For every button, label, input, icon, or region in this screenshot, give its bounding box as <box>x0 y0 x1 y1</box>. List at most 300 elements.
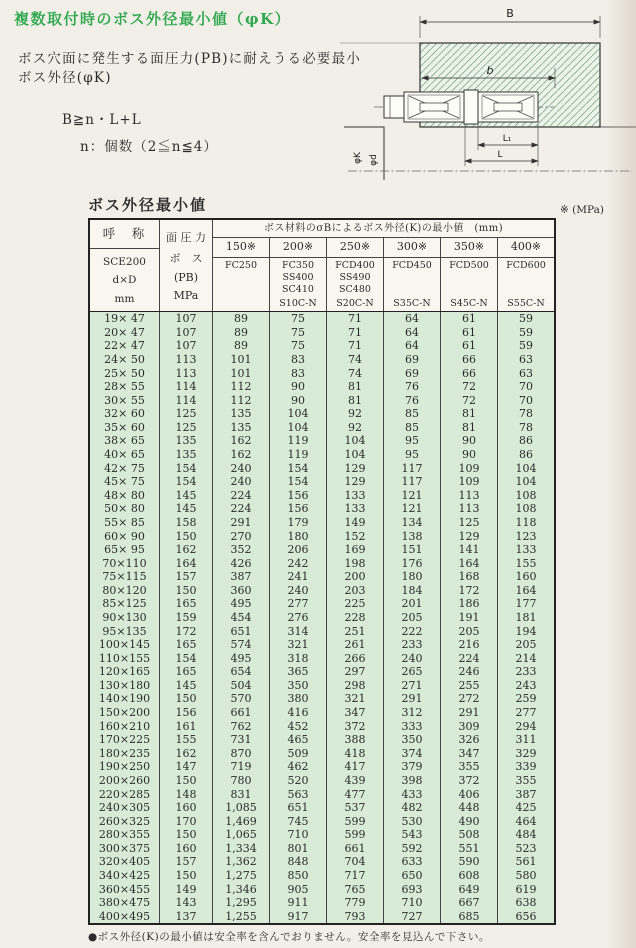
table-row <box>90 624 554 638</box>
material-name: FC350 <box>282 260 314 271</box>
value-cell: 104 <box>270 407 327 421</box>
value-cell: 259 <box>515 692 537 706</box>
value-cell: 138 <box>384 529 441 543</box>
value-cell: 240 <box>213 461 270 475</box>
value-cell: 156 <box>160 706 213 720</box>
size-cell: 340×425 <box>90 869 160 883</box>
value-cell: 113 <box>441 489 498 503</box>
value-cell: 495 <box>213 597 270 611</box>
value-cell: 165 <box>160 638 213 652</box>
value-cell: 477 <box>327 787 384 801</box>
size-cell: 48× 80 <box>90 489 160 503</box>
size-cell: 20× 47 <box>90 326 160 340</box>
value-cell: 243 <box>515 678 537 692</box>
material-name: SC480 <box>339 283 371 295</box>
value-cell: 272 <box>441 692 498 706</box>
value-cell: 85 <box>384 407 441 421</box>
value-cell: 95 <box>384 434 441 448</box>
value-cell: 312 <box>384 706 441 720</box>
value-cell: 654 <box>213 665 270 679</box>
value-cell: 917 <box>270 909 327 923</box>
value-cell: 150 <box>160 869 213 883</box>
value-cell: 1,275 <box>213 869 270 883</box>
value-cell: 214 <box>515 651 537 665</box>
table-header <box>90 220 554 312</box>
dim-label-phiK: φK <box>353 152 363 164</box>
table-row <box>90 516 554 530</box>
value-cell: 59 <box>519 312 533 326</box>
value-cell: 162 <box>160 747 213 761</box>
value-cell: 661 <box>327 842 384 856</box>
unit-note: ※ (MPa) <box>560 204 604 216</box>
value-cell: 321 <box>327 692 384 706</box>
header-name-sub: SCE200 d×D mm <box>103 255 146 305</box>
value-cell: 426 <box>213 556 270 570</box>
value-cell: 350 <box>384 733 441 747</box>
value-cell: 251 <box>327 624 384 638</box>
spacer <box>464 90 478 124</box>
table-row <box>90 719 554 733</box>
size-cell: 380×475 <box>90 896 160 910</box>
strength-header: 250※ <box>327 238 384 257</box>
value-cell: 298 <box>327 679 384 693</box>
value-cell: 418 <box>327 747 384 761</box>
value-cell: 333 <box>384 719 441 733</box>
value-cell: 63 <box>519 366 533 380</box>
size-cell: 42× 75 <box>90 461 160 475</box>
dim-label-b: b <box>486 64 494 77</box>
table-row <box>90 665 554 679</box>
material-name: S55C-N <box>507 298 545 310</box>
value-cell: 1,469 <box>213 814 270 828</box>
value-cell: 117 <box>384 475 441 489</box>
value-cell: 63 <box>519 353 533 367</box>
size-cell: 180×235 <box>90 747 160 761</box>
value-cell: 294 <box>515 719 537 733</box>
value-cell: 246 <box>441 665 498 679</box>
value-cell: 123 <box>515 529 537 543</box>
value-cell: 339 <box>515 760 537 774</box>
value-cell: 347 <box>327 706 384 720</box>
value-cell: 484 <box>515 828 537 842</box>
value-cell: 203 <box>327 584 384 598</box>
value-cell: 69 <box>384 353 441 367</box>
value-cell: 114 <box>160 380 213 394</box>
value-cell: 162 <box>213 448 270 462</box>
table-row <box>90 502 554 516</box>
value-cell: 90 <box>270 380 327 394</box>
formula-block <box>62 108 218 155</box>
value-cell: 160 <box>160 801 213 815</box>
size-cell: 24× 50 <box>90 353 160 367</box>
value-cell: 1,295 <box>213 896 270 910</box>
value-cell: 201 <box>384 597 441 611</box>
size-cell: 32× 60 <box>90 407 160 421</box>
value-cell: 107 <box>160 339 213 353</box>
size-cell: 320×405 <box>90 855 160 869</box>
value-cell: 180 <box>270 529 327 543</box>
strength-header: 350※ <box>441 238 498 257</box>
value-cell: 108 <box>515 488 537 502</box>
value-cell: 649 <box>441 882 498 896</box>
value-cell: 164 <box>160 556 213 570</box>
value-cell: 129 <box>441 529 498 543</box>
value-cell: 154 <box>270 461 327 475</box>
value-cell: 143 <box>160 896 213 910</box>
value-cell: 793 <box>327 909 384 923</box>
value-cell: 71 <box>327 339 384 353</box>
value-cell: 543 <box>384 828 441 842</box>
value-cell: 350 <box>270 679 327 693</box>
material-cell <box>498 258 554 311</box>
value-cell: 81 <box>327 380 384 394</box>
value-cell: 135 <box>160 448 213 462</box>
value-cell: 233 <box>384 638 441 652</box>
bolt-head <box>384 96 404 118</box>
value-cell: 125 <box>160 421 213 435</box>
table-row <box>90 882 554 896</box>
value-cell: 374 <box>384 747 441 761</box>
value-cell: 90 <box>441 448 498 462</box>
material-name: FCD600 <box>506 260 546 271</box>
table-row <box>90 828 554 842</box>
table-row <box>90 869 554 883</box>
value-cell: 121 <box>384 502 441 516</box>
value-cell: 241 <box>270 570 327 584</box>
value-cell: 314 <box>270 624 327 638</box>
value-cell: 224 <box>441 651 498 665</box>
value-cell: 165 <box>160 597 213 611</box>
value-cell: 719 <box>213 760 270 774</box>
value-cell: 779 <box>327 896 384 910</box>
value-cell: 380 <box>270 692 327 706</box>
formula: B≧n・L+L <box>62 112 142 128</box>
value-cell: 464 <box>515 814 537 828</box>
value-cell: 561 <box>515 855 537 869</box>
value-cell: 66 <box>441 353 498 367</box>
value-cell: 848 <box>270 855 327 869</box>
header-name: 呼 称 <box>90 220 159 249</box>
material-cell <box>327 258 384 311</box>
strength-header: 300※ <box>384 238 441 257</box>
size-cell: 90×130 <box>90 611 160 625</box>
value-cell: 72 <box>441 393 498 407</box>
value-cell: 551 <box>441 842 498 856</box>
value-cell: 765 <box>327 882 384 896</box>
value-cell: 490 <box>441 814 498 828</box>
value-cell: 563 <box>270 787 327 801</box>
value-cell: 745 <box>270 814 327 828</box>
value-cell: 75 <box>270 312 327 326</box>
value-cell: 104 <box>327 434 384 448</box>
header-name-column <box>90 220 160 311</box>
size-cell: 360×455 <box>90 882 160 896</box>
size-cell: 35× 60 <box>90 421 160 435</box>
page-title: 複数取付時のボス外径最小値（φK） <box>14 10 292 28</box>
table-row <box>90 597 554 611</box>
value-cell: 117 <box>384 461 441 475</box>
value-cell: 388 <box>327 733 384 747</box>
value-cell: 225 <box>327 597 384 611</box>
value-cell: 81 <box>327 393 384 407</box>
value-cell: 462 <box>270 760 327 774</box>
intro-text <box>18 50 361 88</box>
value-cell: 150 <box>160 774 213 788</box>
boss-diameter-table <box>88 218 556 925</box>
value-cell: 170 <box>160 814 213 828</box>
table-row <box>90 380 554 394</box>
value-cell: 64 <box>384 326 441 340</box>
value-cell: 78 <box>519 407 533 421</box>
value-cell: 638 <box>515 896 537 910</box>
value-cell: 157 <box>160 855 213 869</box>
size-cell: 65× 95 <box>90 543 160 557</box>
value-cell: 161 <box>160 719 213 733</box>
value-cell: 134 <box>384 516 441 530</box>
value-cell: 129 <box>327 475 384 489</box>
value-cell: 104 <box>327 448 384 462</box>
value-cell: 717 <box>327 869 384 883</box>
value-cell: 574 <box>213 638 270 652</box>
value-cell: 164 <box>441 556 498 570</box>
value-cell: 155 <box>515 556 537 570</box>
value-cell: 169 <box>327 543 384 557</box>
value-cell: 118 <box>515 515 537 529</box>
value-cell: 179 <box>270 516 327 530</box>
table-row <box>90 543 554 557</box>
value-cell: 905 <box>270 882 327 896</box>
value-cell: 261 <box>327 638 384 652</box>
value-cell: 710 <box>270 828 327 842</box>
material-name: FCD400 <box>335 260 375 271</box>
value-cell: 608 <box>441 869 498 883</box>
value-cell: 495 <box>213 651 270 665</box>
value-cell: 81 <box>441 407 498 421</box>
value-cell: 156 <box>270 502 327 516</box>
value-cell: 89 <box>213 312 270 326</box>
value-cell: 133 <box>327 502 384 516</box>
value-cell: 266 <box>327 651 384 665</box>
value-cell: 704 <box>327 855 384 869</box>
value-cell: 710 <box>384 896 441 910</box>
value-cell: 109 <box>441 475 498 489</box>
value-cell: 599 <box>327 814 384 828</box>
size-cell: 140×190 <box>90 692 160 706</box>
value-cell: 70 <box>519 393 533 407</box>
size-cell: 30× 55 <box>90 393 160 407</box>
value-cell: 133 <box>327 489 384 503</box>
value-cell: 109 <box>441 461 498 475</box>
value-cell: 71 <box>327 326 384 340</box>
value-cell: 1,065 <box>213 828 270 842</box>
value-cell: 92 <box>327 407 384 421</box>
value-cell: 186 <box>441 597 498 611</box>
table-row <box>90 556 554 570</box>
table-row <box>90 489 554 503</box>
value-cell: 112 <box>213 380 270 394</box>
value-cell: 181 <box>515 611 537 624</box>
value-cell: 297 <box>327 665 384 679</box>
value-cell: 520 <box>270 774 327 788</box>
size-cell: 95×135 <box>90 624 160 638</box>
value-cell: 95 <box>384 448 441 462</box>
value-cell: 233 <box>515 665 537 679</box>
value-cell: 104 <box>270 421 327 435</box>
material-name: FCD450 <box>392 260 432 271</box>
value-cell: 108 <box>515 502 537 516</box>
value-cell: 64 <box>384 312 441 326</box>
material-cell <box>441 258 498 311</box>
value-cell: 59 <box>519 339 533 353</box>
value-cell: 162 <box>160 543 213 557</box>
value-cell: 154 <box>160 651 213 665</box>
value-cell: 159 <box>160 611 213 625</box>
value-cell: 1,255 <box>213 909 270 923</box>
material-name: S35C-N <box>393 298 431 310</box>
value-cell: 509 <box>270 747 327 761</box>
dim-label-phid: φd <box>369 154 379 166</box>
value-cell: 329 <box>515 746 537 760</box>
table-row <box>90 326 554 340</box>
size-cell: 45× 75 <box>90 475 160 489</box>
value-cell: 228 <box>327 611 384 625</box>
value-cell: 156 <box>270 489 327 503</box>
size-cell: 38× 65 <box>90 434 160 448</box>
header-span: ボス材料のσBによるボス外径(K)の最小値 (mm) <box>213 220 554 238</box>
value-cell: 145 <box>160 489 213 503</box>
size-cell: 55× 85 <box>90 516 160 530</box>
table-row <box>90 570 554 584</box>
value-cell: 75 <box>270 339 327 353</box>
value-cell: 125 <box>160 407 213 421</box>
material-cell <box>384 258 441 311</box>
value-cell: 150 <box>160 828 213 842</box>
value-cell: 184 <box>384 584 441 598</box>
value-cell: 135 <box>213 421 270 435</box>
value-cell: 439 <box>327 774 384 788</box>
size-cell: 300×375 <box>90 842 160 856</box>
value-cell: 1,085 <box>213 801 270 815</box>
value-cell: 727 <box>384 909 441 923</box>
value-cell: 90 <box>270 393 327 407</box>
value-cell: 619 <box>515 882 537 896</box>
value-cell: 149 <box>327 516 384 530</box>
value-cell: 651 <box>213 624 270 638</box>
value-cell: 76 <box>384 380 441 394</box>
value-cell: 277 <box>515 706 537 720</box>
size-cell: 80×120 <box>90 584 160 598</box>
value-cell: 318 <box>270 651 327 665</box>
value-cell: 661 <box>213 706 270 720</box>
table-row <box>90 774 554 788</box>
value-cell: 92 <box>327 421 384 435</box>
value-cell: 154 <box>160 475 213 489</box>
value-cell: 194 <box>515 624 537 638</box>
value-cell: 107 <box>160 312 213 326</box>
size-cell: 240×305 <box>90 801 160 815</box>
value-cell: 148 <box>160 787 213 801</box>
value-cell: 150 <box>160 692 213 706</box>
value-cell: 347 <box>441 747 498 761</box>
value-cell: 176 <box>384 556 441 570</box>
size-cell: 260×325 <box>90 814 160 828</box>
table-row <box>90 679 554 693</box>
value-cell: 265 <box>384 665 441 679</box>
value-cell: 121 <box>384 489 441 503</box>
value-cell: 160 <box>160 842 213 856</box>
value-cell: 180 <box>384 570 441 584</box>
value-cell: 448 <box>441 801 498 815</box>
material-name: S45C-N <box>450 298 488 310</box>
value-cell: 150 <box>160 529 213 543</box>
value-cell: 113 <box>160 353 213 367</box>
value-cell: 685 <box>441 909 498 923</box>
value-cell: 398 <box>384 774 441 788</box>
value-cell: 452 <box>270 719 327 733</box>
table-row <box>90 855 554 869</box>
value-cell: 224 <box>213 489 270 503</box>
value-cell: 76 <box>384 393 441 407</box>
material-name: SC410 <box>282 283 314 295</box>
value-cell: 86 <box>519 434 533 448</box>
value-cell: 291 <box>213 516 270 530</box>
value-cell: 650 <box>384 869 441 883</box>
intro-line-2: ボス外径(φK) <box>18 70 112 86</box>
size-cell: 200×260 <box>90 774 160 788</box>
value-cell: 850 <box>270 869 327 883</box>
value-cell: 387 <box>213 570 270 584</box>
value-cell: 154 <box>160 461 213 475</box>
material-name: S20C-N <box>336 298 374 310</box>
size-cell: 19× 47 <box>90 312 160 326</box>
table-row <box>90 421 554 435</box>
size-cell: 400×495 <box>90 909 160 923</box>
value-cell: 145 <box>160 502 213 516</box>
value-cell: 270 <box>213 529 270 543</box>
value-cell: 74 <box>327 366 384 380</box>
value-cell: 133 <box>515 543 537 557</box>
value-cell: 1,334 <box>213 842 270 856</box>
value-cell: 801 <box>270 842 327 856</box>
value-cell: 321 <box>270 638 327 652</box>
value-cell: 425 <box>515 801 537 815</box>
value-cell: 416 <box>270 706 327 720</box>
value-cell: 240 <box>213 475 270 489</box>
value-cell: 633 <box>384 855 441 869</box>
value-cell: 59 <box>519 325 533 339</box>
value-cell: 693 <box>384 882 441 896</box>
value-cell: 61 <box>441 339 498 353</box>
value-cell: 107 <box>160 326 213 340</box>
table-row <box>90 733 554 747</box>
header-materials-block <box>213 220 554 311</box>
value-cell: 911 <box>270 896 327 910</box>
value-cell: 66 <box>441 366 498 380</box>
dim-label-L1: L₁ <box>502 134 512 144</box>
table-row <box>90 787 554 801</box>
size-cell: 70×110 <box>90 556 160 570</box>
value-cell: 200 <box>327 570 384 584</box>
header-material-row <box>213 258 554 311</box>
value-cell: 222 <box>384 624 441 638</box>
value-cell: 326 <box>441 733 498 747</box>
size-cell: 75×115 <box>90 570 160 584</box>
material-name: SS400 <box>282 271 314 283</box>
table-row <box>90 461 554 475</box>
value-cell: 154 <box>270 475 327 489</box>
value-cell: 372 <box>441 774 498 788</box>
value-cell: 69 <box>384 366 441 380</box>
